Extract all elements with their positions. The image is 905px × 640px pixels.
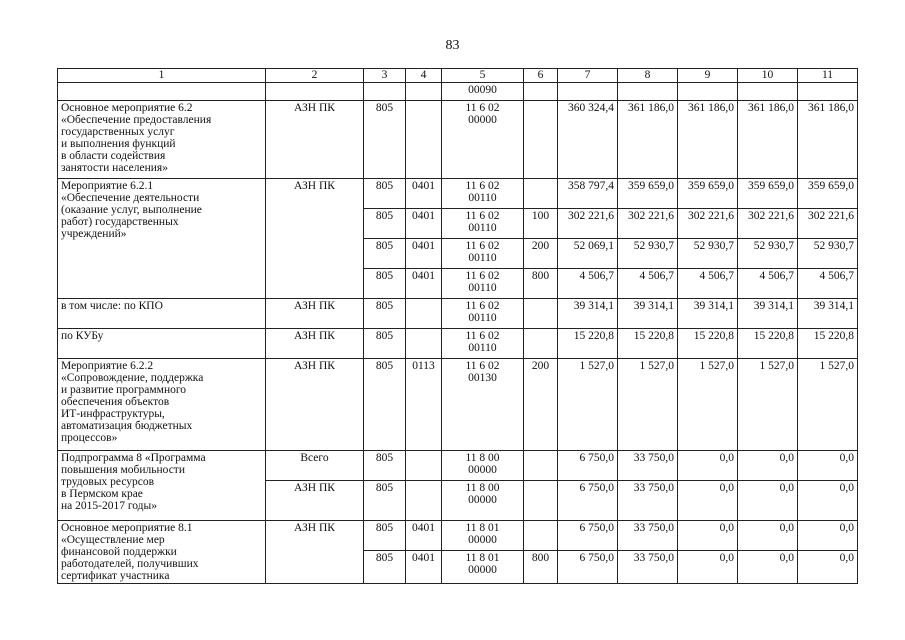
vr-cell bbox=[524, 299, 558, 329]
csr-cell: 11 6 02 00110 bbox=[442, 179, 524, 209]
row-name-cell: Мероприятие 6.2.2 «Сопровождение, поддержка и развитие программного обеспечения объектов ИТ-инфраструктуры, автоматизация бюджетных процессов» bbox=[58, 359, 266, 451]
csr-cell: 11 8 00 00000 bbox=[442, 481, 524, 521]
header-cell: 5 bbox=[442, 69, 524, 83]
value-cell-col9: 1 527,0 bbox=[678, 359, 738, 451]
header-cell: 1 bbox=[58, 69, 266, 83]
vr-cell: 200 bbox=[524, 359, 558, 451]
value-cell-col8: 1 527,0 bbox=[618, 359, 678, 451]
admin-cell: АЗН ПК bbox=[266, 329, 364, 359]
value-cell-col7: 360 324,4 bbox=[558, 101, 618, 179]
value-cell-col10: 52 930,7 bbox=[738, 239, 798, 269]
grbs-cell: 805 bbox=[364, 359, 406, 451]
vr-cell bbox=[524, 83, 558, 101]
grbs-cell: 805 bbox=[364, 521, 406, 551]
vr-cell: 100 bbox=[524, 209, 558, 239]
header-cell: 11 bbox=[798, 69, 858, 83]
value-cell-col9: 39 314,1 bbox=[678, 299, 738, 329]
value-cell-col7: 39 314,1 bbox=[558, 299, 618, 329]
value-cell-col8: 4 506,7 bbox=[618, 269, 678, 299]
grbs-cell: 805 bbox=[364, 481, 406, 521]
value-cell-col11: 0,0 bbox=[798, 481, 858, 521]
value-cell-col11: 1 527,0 bbox=[798, 359, 858, 451]
value-cell-col7: 4 506,7 bbox=[558, 269, 618, 299]
header-cell: 4 bbox=[406, 69, 442, 83]
value-cell-col11: 4 506,7 bbox=[798, 269, 858, 299]
grbs-cell: 805 bbox=[364, 329, 406, 359]
rz-cell bbox=[406, 101, 442, 179]
rz-cell: 0401 bbox=[406, 239, 442, 269]
value-cell bbox=[798, 83, 858, 101]
csr-cell: 11 6 02 00110 bbox=[442, 269, 524, 299]
value-cell-col9: 359 659,0 bbox=[678, 179, 738, 209]
rz-cell: 0401 bbox=[406, 269, 442, 299]
value-cell-col7: 6 750,0 bbox=[558, 451, 618, 481]
table-row bbox=[58, 329, 858, 359]
value-cell bbox=[738, 83, 798, 101]
table-row bbox=[58, 179, 858, 209]
value-cell-col8: 33 750,0 bbox=[618, 481, 678, 521]
value-cell-col8: 361 186,0 bbox=[618, 101, 678, 179]
vr-cell bbox=[524, 451, 558, 481]
value-cell-col10: 4 506,7 bbox=[738, 269, 798, 299]
admin-cell: АЗН ПК bbox=[266, 179, 364, 299]
budget-table bbox=[57, 68, 858, 584]
vr-cell: 800 bbox=[524, 269, 558, 299]
page-number: 83 bbox=[445, 38, 460, 53]
value-cell-col9: 4 506,7 bbox=[678, 269, 738, 299]
row-name-cell: по КУБу bbox=[58, 329, 266, 359]
grbs-cell: 805 bbox=[364, 101, 406, 179]
rz-cell bbox=[406, 329, 442, 359]
csr-cell: 11 8 01 00000 bbox=[442, 521, 524, 551]
rz-cell: 0401 bbox=[406, 551, 442, 584]
value-cell-col10: 39 314,1 bbox=[738, 299, 798, 329]
grbs-cell: 805 bbox=[364, 239, 406, 269]
value-cell-col7: 6 750,0 bbox=[558, 551, 618, 584]
csr-cell: 11 8 00 00000 bbox=[442, 451, 524, 481]
header-row bbox=[58, 69, 858, 83]
value-cell-col10: 15 220,8 bbox=[738, 329, 798, 359]
csr-cell: 11 6 02 00110 bbox=[442, 239, 524, 269]
value-cell-col10: 0,0 bbox=[738, 481, 798, 521]
value-cell-col7: 6 750,0 bbox=[558, 521, 618, 551]
vr-cell bbox=[524, 179, 558, 209]
value-cell-col8: 39 314,1 bbox=[618, 299, 678, 329]
rz-cell: 0401 bbox=[406, 179, 442, 209]
value-cell-col11: 302 221,6 bbox=[798, 209, 858, 239]
rz-cell: 0401 bbox=[406, 521, 442, 551]
header-cell: 8 bbox=[618, 69, 678, 83]
grbs-cell: 805 bbox=[364, 451, 406, 481]
value-cell-col7: 15 220,8 bbox=[558, 329, 618, 359]
value-cell-col11: 39 314,1 bbox=[798, 299, 858, 329]
header-cell: 7 bbox=[558, 69, 618, 83]
vr-cell bbox=[524, 101, 558, 179]
value-cell-col8: 15 220,8 bbox=[618, 329, 678, 359]
value-cell-col7: 1 527,0 bbox=[558, 359, 618, 451]
grbs-cell: 805 bbox=[364, 551, 406, 584]
value-cell-col10: 0,0 bbox=[738, 451, 798, 481]
value-cell-col10: 1 527,0 bbox=[738, 359, 798, 451]
value-cell-col8: 33 750,0 bbox=[618, 551, 678, 584]
value-cell-col11: 15 220,8 bbox=[798, 329, 858, 359]
table-row bbox=[58, 359, 858, 451]
admin-cell bbox=[266, 83, 364, 101]
value-cell-col8: 52 930,7 bbox=[618, 239, 678, 269]
row-name-cell: в том числе: по КПО bbox=[58, 299, 266, 329]
value-cell-col9: 0,0 bbox=[678, 451, 738, 481]
value-cell-col8: 302 221,6 bbox=[618, 209, 678, 239]
value-cell-col11: 0,0 bbox=[798, 451, 858, 481]
continuation-row bbox=[58, 83, 858, 101]
header-cell: 2 bbox=[266, 69, 364, 83]
csr-cell: 11 6 02 00110 bbox=[442, 209, 524, 239]
value-cell-col11: 52 930,7 bbox=[798, 239, 858, 269]
admin-cell: АЗН ПК bbox=[266, 521, 364, 584]
value-cell-col10: 302 221,6 bbox=[738, 209, 798, 239]
value-cell bbox=[618, 83, 678, 101]
vr-cell: 800 bbox=[524, 551, 558, 584]
vr-cell: 200 bbox=[524, 239, 558, 269]
csr-cell: 11 6 02 00130 bbox=[442, 359, 524, 451]
value-cell-col11: 361 186,0 bbox=[798, 101, 858, 179]
value-cell-col9: 361 186,0 bbox=[678, 101, 738, 179]
value-cell-col9: 0,0 bbox=[678, 551, 738, 584]
value-cell-col7: 358 797,4 bbox=[558, 179, 618, 209]
csr-cell: 11 6 02 00000 bbox=[442, 101, 524, 179]
grbs-cell: 805 bbox=[364, 209, 406, 239]
value-cell-col9: 52 930,7 bbox=[678, 239, 738, 269]
value-cell-col8: 33 750,0 bbox=[618, 451, 678, 481]
value-cell-col10: 361 186,0 bbox=[738, 101, 798, 179]
vr-cell bbox=[524, 329, 558, 359]
name-cell bbox=[58, 83, 266, 101]
value-cell-col9: 0,0 bbox=[678, 521, 738, 551]
value-cell-col10: 359 659,0 bbox=[738, 179, 798, 209]
value-cell-col8: 33 750,0 bbox=[618, 521, 678, 551]
csr-cell: 11 6 02 00110 bbox=[442, 329, 524, 359]
value-cell-col11: 0,0 bbox=[798, 551, 858, 584]
value-cell-col11: 0,0 bbox=[798, 521, 858, 551]
csr-cell: 00090 bbox=[442, 83, 524, 101]
header-cell: 6 bbox=[524, 69, 558, 83]
grbs-cell: 805 bbox=[364, 299, 406, 329]
admin-cell: АЗН ПК bbox=[266, 359, 364, 451]
row-name-cell: Основное мероприятие 6.2 «Обеспечение предоставления государственных услуг и выполнения функций в области содействия занятости населения» bbox=[58, 101, 266, 179]
grbs-cell bbox=[364, 83, 406, 101]
grbs-cell: 805 bbox=[364, 179, 406, 209]
rz-cell: 0401 bbox=[406, 209, 442, 239]
row-name-cell: Мероприятие 6.2.1 «Обеспечение деятельности (оказание услуг, выполнение работ) государственных учреждений» bbox=[58, 179, 266, 299]
vr-cell bbox=[524, 481, 558, 521]
value-cell-col9: 15 220,8 bbox=[678, 329, 738, 359]
rz-cell bbox=[406, 83, 442, 101]
table-row bbox=[58, 521, 858, 551]
value-cell-col8: 359 659,0 bbox=[618, 179, 678, 209]
rz-cell bbox=[406, 451, 442, 481]
csr-cell: 11 6 02 00110 bbox=[442, 299, 524, 329]
header-cell: 3 bbox=[364, 69, 406, 83]
csr-cell: 11 8 01 00000 bbox=[442, 551, 524, 584]
value-cell bbox=[678, 83, 738, 101]
table-row bbox=[58, 101, 858, 179]
vr-cell bbox=[524, 521, 558, 551]
admin-cell: АЗН ПК bbox=[266, 299, 364, 329]
value-cell-col9: 302 221,6 bbox=[678, 209, 738, 239]
value-cell bbox=[558, 83, 618, 101]
rz-cell: 0113 bbox=[406, 359, 442, 451]
rz-cell bbox=[406, 299, 442, 329]
value-cell-col10: 0,0 bbox=[738, 521, 798, 551]
value-cell-col9: 0,0 bbox=[678, 481, 738, 521]
value-cell-col11: 359 659,0 bbox=[798, 179, 858, 209]
grbs-cell: 805 bbox=[364, 269, 406, 299]
rz-cell bbox=[406, 481, 442, 521]
table-row bbox=[58, 299, 858, 329]
row-name-cell: Подпрограмма 8 «Программа повышения мобильности трудовых ресурсов в Пермском крае на 2015-2017 годы» bbox=[58, 451, 266, 521]
header-cell: 10 bbox=[738, 69, 798, 83]
admin-cell: Всего bbox=[266, 451, 364, 481]
admin-cell: АЗН ПК bbox=[266, 101, 364, 179]
header-cell: 9 bbox=[678, 69, 738, 83]
value-cell-col7: 52 069,1 bbox=[558, 239, 618, 269]
value-cell-col7: 302 221,6 bbox=[558, 209, 618, 239]
row-name-cell: Основное мероприятие 8.1 «Осуществление мер финансовой поддержки работодателей, получивших сертификат участника bbox=[58, 521, 266, 584]
value-cell-col10: 0,0 bbox=[738, 551, 798, 584]
table-row bbox=[58, 451, 858, 481]
value-cell-col7: 6 750,0 bbox=[558, 481, 618, 521]
admin-cell: АЗН ПК bbox=[266, 481, 364, 521]
